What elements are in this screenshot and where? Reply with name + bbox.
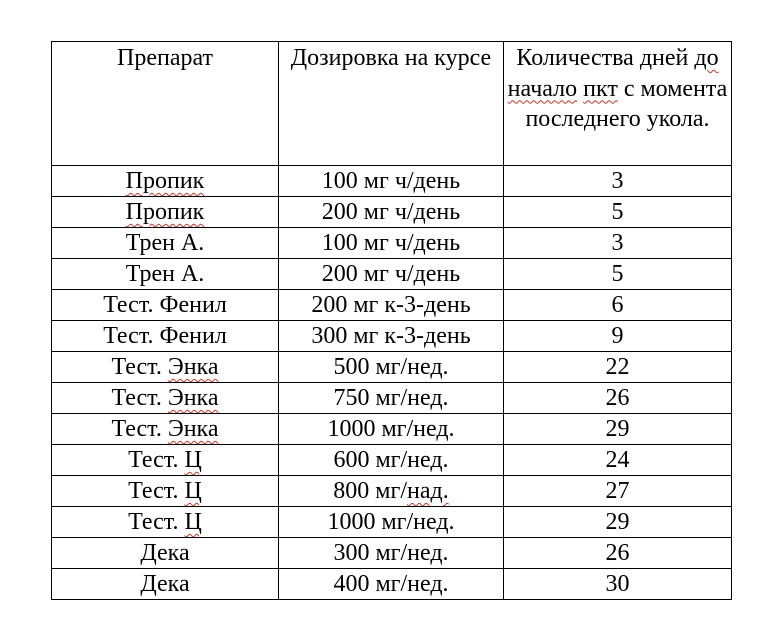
cell-dose: 1000 мг/нед. (279, 507, 504, 538)
cell-days: 29 (504, 414, 732, 445)
header-drug: Препарат (52, 42, 279, 166)
cell-days: 3 (504, 228, 732, 259)
cell-drug: Тест. Энка (52, 352, 279, 383)
cell-dose: 100 мг ч/день (279, 166, 504, 197)
header-days: Количества дней до начало пкт с момента последнего укола. (504, 42, 732, 166)
table-row (52, 569, 732, 600)
table-row (52, 507, 732, 538)
cell-dose: 800 мг/над. (279, 476, 504, 507)
table-row (52, 259, 732, 290)
cell-days: 26 (504, 538, 732, 569)
cell-drug: Трен А. (52, 259, 279, 290)
cell-drug: Дека (52, 569, 279, 600)
table-row (52, 383, 732, 414)
cell-drug: Тест. Энка (52, 414, 279, 445)
cell-days: 6 (504, 290, 732, 321)
cell-dose: 300 мг/нед. (279, 538, 504, 569)
table-row (52, 321, 732, 352)
cell-days: 5 (504, 197, 732, 228)
cell-drug: Дека (52, 538, 279, 569)
cell-dose: 1000 мг/нед. (279, 414, 504, 445)
cell-drug: Пропик (52, 166, 279, 197)
table-row (52, 228, 732, 259)
cell-dose: 200 мг к-3-день (279, 290, 504, 321)
cell-drug: Тест. Энка (52, 383, 279, 414)
table-row (52, 290, 732, 321)
table-row (52, 197, 732, 228)
cell-dose: 600 мг/нед. (279, 445, 504, 476)
cell-dose: 400 мг/нед. (279, 569, 504, 600)
cell-drug: Тест. Ц (52, 507, 279, 538)
cell-drug: Тест. Фенил (52, 290, 279, 321)
cell-days: 26 (504, 383, 732, 414)
header-dose: Дозировка на курсе (279, 42, 504, 166)
table-row (52, 445, 732, 476)
cell-drug: Трен А. (52, 228, 279, 259)
header-row (52, 42, 732, 166)
table-row (52, 352, 732, 383)
cell-dose: 750 мг/нед. (279, 383, 504, 414)
cell-dose: 300 мг к-3-день (279, 321, 504, 352)
cell-days: 5 (504, 259, 732, 290)
cell-days: 30 (504, 569, 732, 600)
dosage-table (51, 41, 732, 600)
table-row (52, 538, 732, 569)
cell-days: 22 (504, 352, 732, 383)
cell-drug: Тест. Фенил (52, 321, 279, 352)
cell-days: 29 (504, 507, 732, 538)
cell-dose: 500 мг/нед. (279, 352, 504, 383)
cell-drug: Тест. Ц (52, 476, 279, 507)
cell-dose: 200 мг ч/день (279, 197, 504, 228)
table-row (52, 414, 732, 445)
cell-drug: Пропик (52, 197, 279, 228)
cell-days: 27 (504, 476, 732, 507)
table-row (52, 166, 732, 197)
cell-dose: 200 мг ч/день (279, 259, 504, 290)
cell-dose: 100 мг ч/день (279, 228, 504, 259)
table-row (52, 476, 732, 507)
cell-days: 9 (504, 321, 732, 352)
cell-days: 24 (504, 445, 732, 476)
cell-days: 3 (504, 166, 732, 197)
cell-drug: Тест. Ц (52, 445, 279, 476)
